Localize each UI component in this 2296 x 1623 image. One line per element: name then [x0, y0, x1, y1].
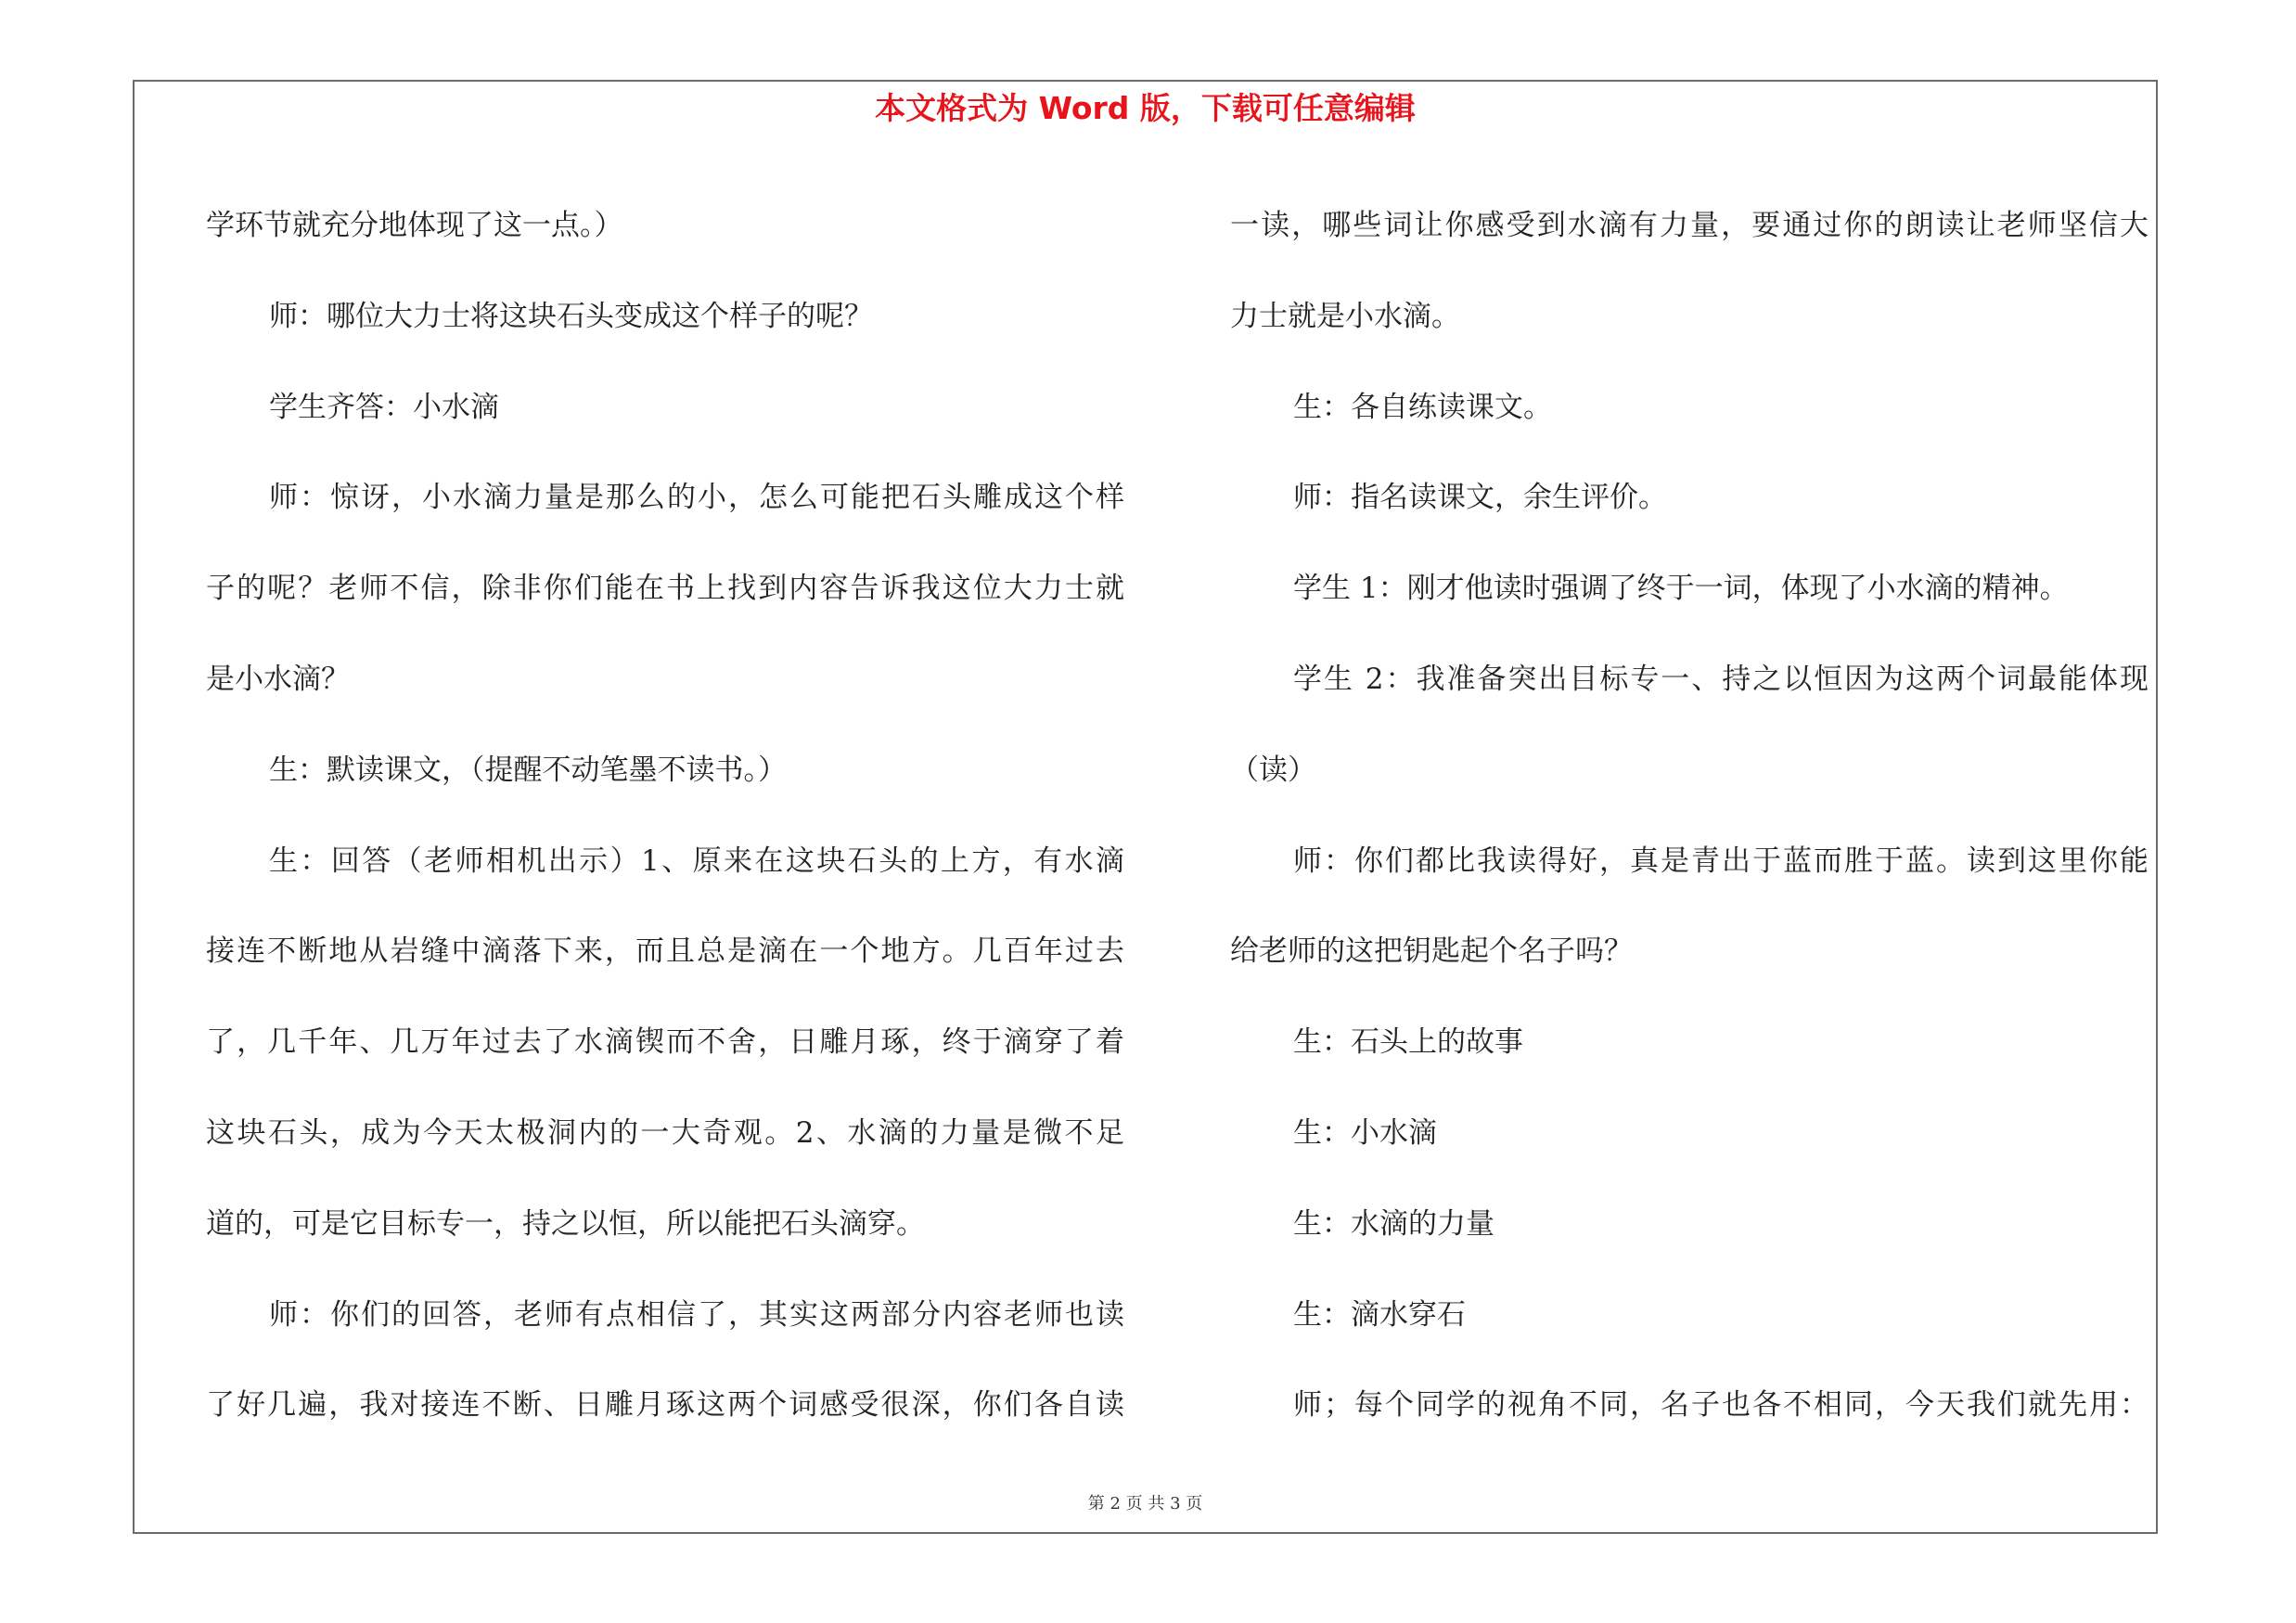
text-line: 生：小水滴 [1293, 1115, 1437, 1150]
text-line: 道的，可是它目标专一，持之以恒，所以能把石头滴穿。 [206, 1206, 925, 1241]
page-footer: 第 2 页 共 3 页 [1087, 1494, 1203, 1514]
text-line: 了，几千年、几万年过去了水滴锲而不舍，日雕月琢，终于滴穿了着 [206, 1025, 1124, 1060]
text-line: （读） [1230, 753, 1316, 787]
text-line: 生：水滴的力量 [1293, 1206, 1494, 1241]
text-line: 给老师的这把钥匙起个名子吗？ [1230, 934, 1633, 969]
text-line: 生：各自练读课文。 [1293, 390, 1552, 424]
text-line: 了好几遍，我对接连不断、日雕月琢这两个词感受很深，你们各自读 [206, 1388, 1124, 1423]
text-line: 是小水滴？ [206, 662, 350, 696]
text-line: 师；每个同学的视角不同，名子也各不相同，今天我们就先用： [1293, 1388, 2148, 1423]
text-line: 子的呢？老师不信，除非你们能在书上找到内容告诉我这位大力士就 [206, 572, 1124, 606]
text-line: 这块石头，成为今天太极洞内的一大奇观。2、水滴的力量是微不足 [206, 1115, 1124, 1150]
text-line: 师：你们都比我读得好，真是青出于蓝而胜于蓝。读到这里你能 [1293, 844, 2148, 878]
right-text-column [1230, 181, 2148, 1451]
text-line: 生：滴水穿石 [1293, 1297, 1466, 1332]
page-header: 本文格式为 Word 版，下载可任意编辑 [875, 90, 1416, 126]
text-line: 力士就是小水滴。 [1230, 299, 1460, 333]
text-line: 接连不断地从岩缝中滴落下来，而且总是滴在一个地方。几百年过去 [206, 934, 1124, 969]
text-line: 一读，哪些词让你感受到水滴有力量，要通过你的朗读让老师坚信大 [1230, 209, 2148, 242]
text-line: 师：哪位大力士将这块石头变成这个样子的呢？ [269, 299, 873, 333]
text-line: 学生齐答：小水滴 [269, 390, 499, 424]
text-line: 师：惊讶，小水滴力量是那么的小，怎么可能把石头雕成这个样 [269, 481, 1124, 515]
text-line: 生：回答（老师相机出示）1、原来在这块石头的上方，有水滴 [269, 844, 1124, 878]
text-line: 生：默读课文，（提醒不动笔墨不读书。） [269, 753, 787, 787]
text-line: 学环节就充分地体现了这一点。） [206, 209, 623, 242]
text-line: 学生 1：刚才他读时强调了终于一词，体现了小水滴的精神。 [1293, 572, 2069, 606]
left-text-column [206, 181, 1124, 1451]
text-line: 师：指名读课文，余生评价。 [1293, 481, 1667, 515]
text-line: 学生 2：我准备突出目标专一、持之以恒因为这两个词最能体现 [1293, 662, 2148, 696]
text-line: 师：你们的回答，老师有点相信了，其实这两部分内容老师也读 [269, 1297, 1124, 1332]
text-line: 生：石头上的故事 [1293, 1025, 1523, 1060]
